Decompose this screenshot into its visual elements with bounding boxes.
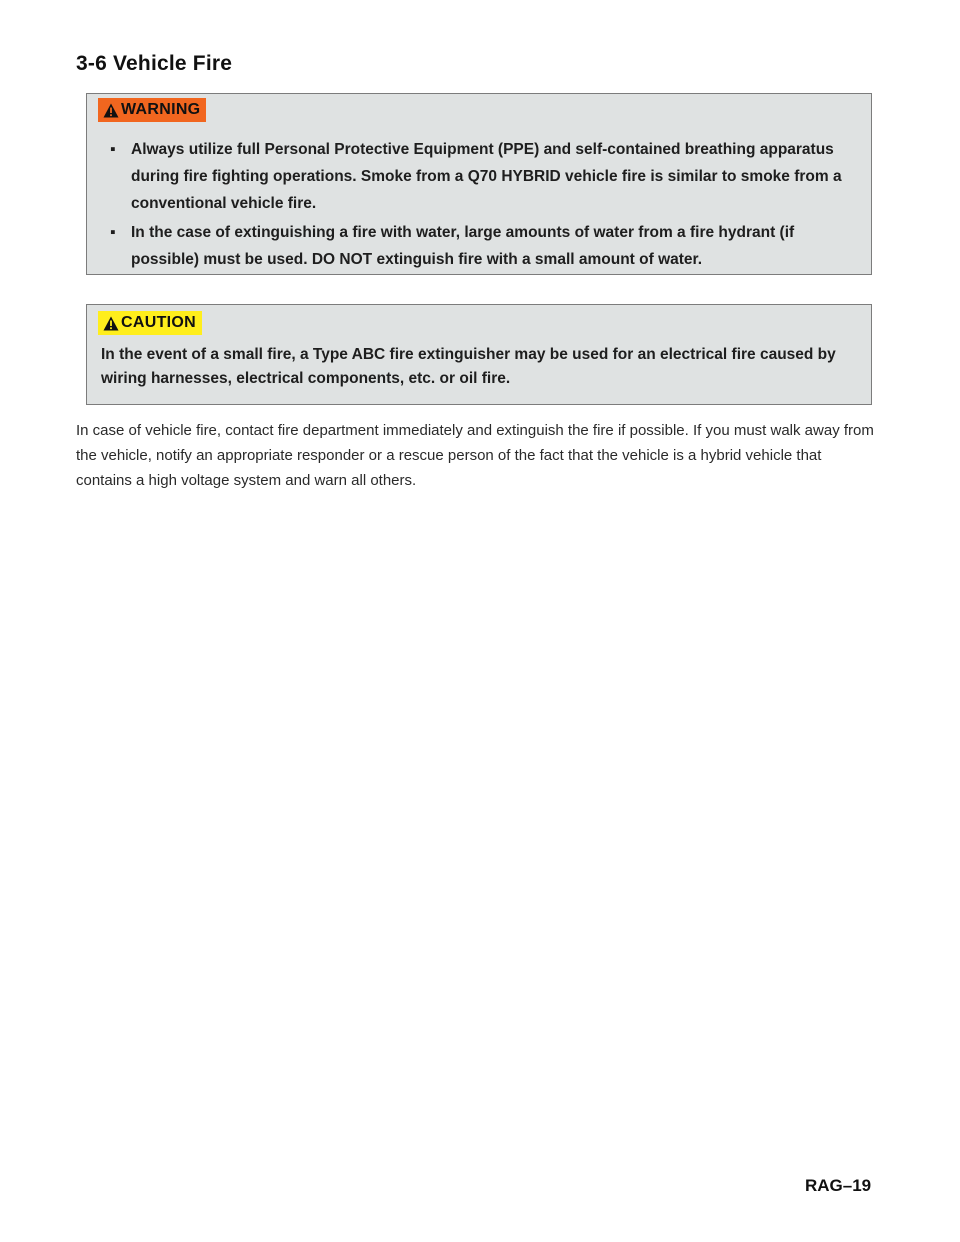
warning-label-text: WARNING [121,101,201,118]
warning-triangle-icon [103,103,119,118]
body-paragraph: In case of vehicle fire, contact fire department immediately and extinguish the fire if possible. If you must walk away from the vehicle, notify an appropriate responder or a rescue person of the fact that the vehicle is a hybrid vehicle that contains a high voltage system and warn all others. [76,422,874,489]
caution-label [98,311,202,335]
caution-box [86,304,872,405]
warning-item [103,136,863,217]
section-title: 3-6 Vehicle Fire [76,52,233,75]
bullet-icon: ▪ [110,141,116,158]
caution-label-text: CAUTION [121,314,196,331]
warning-label [98,98,206,122]
caution-triangle-icon [103,316,119,331]
warning-item-text: In the case of extinguishing a fire with water, large amounts of water from a fire hydrant (if possible) must be used. DO NOT extinguish fire with a small amount of water. [131,224,795,268]
warning-item-text: Always utilize full Personal Protective Equipment (PPE) and self-contained breathing apparatus during fire fighting operations. Smoke from a Q70 HYBRID vehicle fire is similar to smoke from a conventional vehicle fire. [131,141,842,212]
page-number: RAG–19 [805,1176,872,1195]
warning-list [103,136,863,273]
bullet-icon: ▪ [110,224,116,241]
caution-text: In the event of a small fire, a Type ABC fire extinguisher may be used for an electrical fire caused by wiring harnesses, electrical components, etc. or oil fire. [101,346,836,387]
warning-box [86,93,872,275]
warning-item [103,219,863,273]
